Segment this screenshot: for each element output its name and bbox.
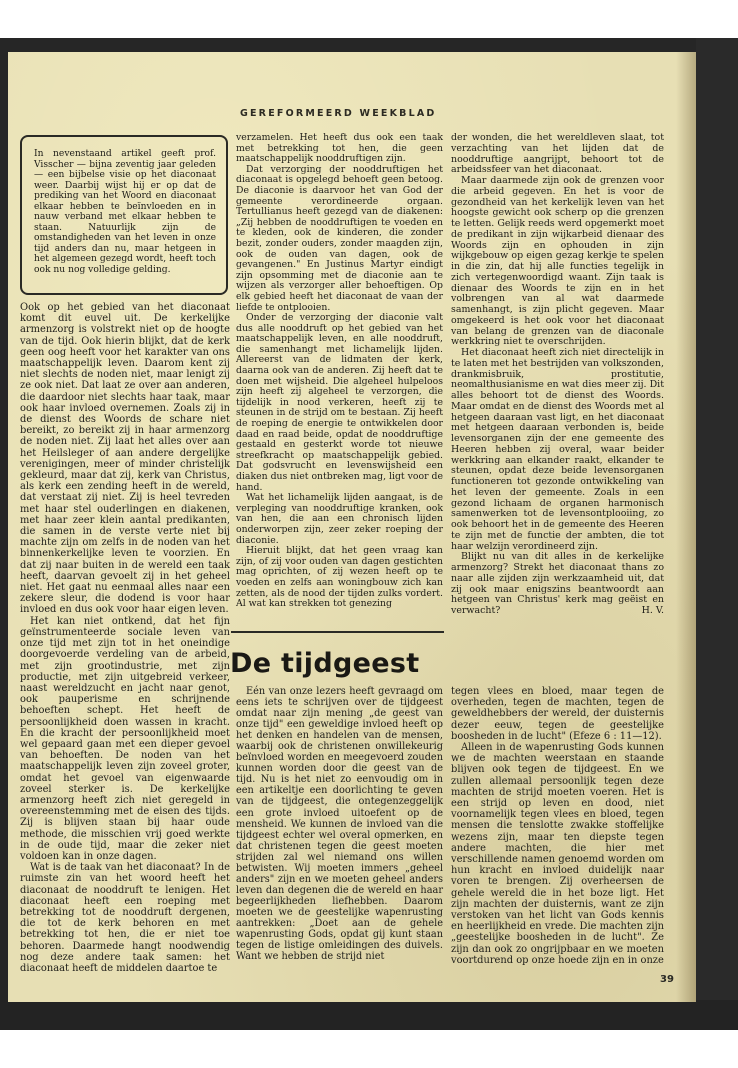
paragraph: Onder de verzorging der diaconie valt dus alle nooddruft op het gebied van het maatschappelijk leven, en alle nooddruft, die samenhangt met lichamelijk lijden. Allereerst van de lidmaten der kerk, daarna ook van de anderen. Zij heeft dat te doen met wijsheid. Die algeheel hulpeloos zijn heeft zij algeheel te verzorgen, die tijdelijk in nood verkeren, heeft zij te steunen in de strijd om te bestaan. Zij heeft de roeping de energie te ontwikkelen door daad en raad beide, opdat de nooddruftige gestaald en gesterkt worde tot nieuwe streefkracht op maatschappelijk gebied. Dat godsvrucht en levenswijsheid een diaken dus niet ontbreken mag, ligt voor de hand. bbox=[236, 312, 443, 493]
tijdgeest-column-right bbox=[451, 686, 664, 966]
paragraph-text: Blijkt nu van dit alles in de kerkelijke armenzorg? Strekt het diaconaat thans zo naar alle zijden zijn werkzaamheid uit, dat zij ook maar enigszins beantwoordt aan hetgeen van Christus' kerk mag geëist en verwacht? bbox=[451, 551, 664, 616]
author-signature: H. V. bbox=[641, 605, 664, 616]
paragraph: Wat is de taak van het diaconaat? In de ruimste zin van het woord heeft het diaconaat de nooddruft te lenigen. Het diaconaat heeft een roeping met betrekking tot de nooddruft dergenen, die tot de kerk behoren en met betrekking tot hen, die er niet toe behoren. Daarmede hangt noodwendig nog deze andere taak samen: het diaconaat heeft de middelen daartoe te bbox=[20, 862, 230, 974]
scan-border-bottom bbox=[0, 1000, 738, 1030]
tijdgeest-column-middle bbox=[236, 686, 443, 962]
intro-box bbox=[20, 135, 228, 295]
paragraph: Het diaconaat heeft zich niet directelijk in te laten met het bestrijden van volkszonden, drankmisbruik, prostitutie, neomalthusianisme en wat dies meer zij. Dit alles behoort tot de dienst des Woords. Maar omdat en de dienst des Woords met al hetgeen daaraan vast ligt, en het diaconaat met hetgeen daaraan verbonden is, beide levensorganen zijn der ene gemeente des Heeren hebben zij overal, waar beider werkkring aan elkander raakt, elkander te steunen, opdat deze beide levensorganen functioneren tot gezonde ontwikkeling van het leven der gemeente. Zoals in een gezond lichaam de organen harmonisch samenwerken tot de levensontplooiing, zo ook behoort het in de gemeente des Heeren te zijn met de functie der ambten, die tot haar welzijn verordineerd zijn. bbox=[451, 347, 664, 552]
paragraph: Ook op het gebied van het diaconaat komt dit euvel uit. De kerkelijke armenzorg is volstrekt niet op de hoogte van de tijd. Ook hierin blijkt, dat de kerk geen oog heeft voor het karakter van ons maatschappelijk leven. Daarom kent zij niet slechts de noden niet, maar lenigt zij ze ook niet. Dat laat ze over aan anderen, die daardoor niet slechts haar taak, maar ook haar invloed overnemen. Zoals zij in de dienst des Woords de schare niet bereikt, zo bereikt zij in haar armenzorg de noden niet. Zij laat het alles over aan het Heilsleger of aan andere dergelijke verenigingen, meer of minder christelijk gekleurd, maar dat zij, kerk van Christus, als kerk een zending heeft in de wereld, dat verstaat zij niet. Zij is heel tevreden met haar stel ouderlingen en diakenen, met haar zeer klein aantal predikanten, die samen in de verste verte niet bij machte zijn om zelfs in de noden van het binnenkerkelijke leven te voorzien. En dat zij naar buiten in de wereld een taak heeft, daarvan gevoelt zij in het geheel niet. Het gaat nu eenmaal alles naar een zekere sleur, die dodend is voor haar invloed en dus ook voor haar eigen leven. bbox=[20, 302, 230, 616]
article-column-left bbox=[20, 302, 230, 974]
article-column-right bbox=[451, 133, 664, 617]
paragraph: Hieruit blijkt, dat het geen vraag kan zijn, of zij voor ouden van dagen gestichten mag oprichten, of zij wezen heeft op te voeden en zelfs aan woningbouw zich kan zetten, als de nood der tijden zulks vordert. Al wat kan strekken tot genezing bbox=[236, 545, 443, 610]
scan-border-left bbox=[0, 38, 8, 1030]
paragraph: Het kan niet ontkend, dat het fijn geïnstrumenteerde sociale leven van onze tijd met zijn tot in het oneindige doorgevoerde verdeling van de arbeid, met zijn grootindustrie, met zijn productie, met zijn uitgebreid verkeer, naast wereldzucht en jacht naar genot, ook pauperisme en schrijnende behoeften schept. Het heeft de persoonlijkheid doen wassen in kracht. En die kracht der persoonlijkheid moet wel gepaard gaan met een dieper gevoel van behoeften. De noden van het maatschappelijk leven zijn zoveel groter, omdat het gevoel van eigenwaarde zoveel sterker is. De kerkelijke armenzorg heeft zich niet geregeld in overeenstemming met de eisen des tijds. Zij is blijven staan bij haar oude methode, die misschien vrij goed werkte in de oude tijd, maar die zeker niet voldoen kan in onze dagen. bbox=[20, 615, 230, 862]
article-column-middle bbox=[236, 133, 443, 610]
intro-box-text: In nevenstaand artikel geeft prof. Visscher — bijna zeventig jaar geleden — een bijbelse visie op het diaconaat weer. Daarbij wijst hij er op dat de prediking van het Woord en diaconaat elkaar hebben te beïnvloeden en in nauw verband met elkaar hebben te staan. Natuurlijk zijn de omstandigheden van het leven in onze tijd anders dan nu, maar hetgeen in het algemeen gezegd wordt, heeft toch ook nu nog volledige gelding. bbox=[34, 149, 216, 276]
paragraph: Eén van onze lezers heeft gevraagd om eens iets te schrijven over de tijdgeest omdat naar zijn mening „de geest van onze tijd" een geweldige invloed heeft op het denken en handelen van de mensen, waarbij ook de christenen onwillekeurig beïnvloed worden en meegevoerd zouden kunnen worden door die geest van de tijd. Nu is het niet zo eenvoudig om in een artikeltje een doorlichting te geven van de tijdgeest, die ontegenzeggelijk een grote invloed uitoefent op de mensheid. We kunnen de invloed van die tijdgeest echter wel overal opmerken, en dat christenen tegen die geest moeten strijden zal wel niemand ons willen betwisten. Wij moeten immers „geheel anders" zijn en we moeten geheel anders leven dan degenen die de wereld en haar begeerlijkheden liefhebben. Daarom moeten we de geestelijke wapenrusting aantrekken: „Doet aan de gehele wapenrusting Gods, opdat gij kunt staan tegen de listige omleidingen des duivels. Want we hebben de strijd niet bbox=[236, 686, 443, 963]
page-number: 39 bbox=[660, 974, 674, 985]
section-title: De tijdgeest bbox=[230, 648, 420, 679]
paragraph: der wonden, die het wereldleven slaat, tot verzachting van het lijden dat de nooddruftige aangrijpt, behoort tot de arbeidssfeer van het diaconaat. bbox=[451, 132, 664, 176]
paragraph: tegen vlees en bloed, maar tegen de overheden, tegen de machten, tegen de geweldhebbers der wereld, der duisternis dezer eeuw, tegen de geestelijke boosheden in de lucht" (Efeze 6 : 11—12). bbox=[451, 686, 664, 742]
paragraph: Maar daarmede zijn ook de grenzen voor die arbeid gegeven. En het is voor de gezondheid van het kerkelijk leven van het hoogste gewicht ook scherp op die grenzen te letten. Gelijk reeds werd opgemerkt moet de predikant in zijn wijkarbeid dienaar des Woords zijn en ophouden in zijn wijkgebouw op eigen gezag kerkje te spelen in die zin, dat hij alle functies tegelijk in zich vertegenwoordigd waant. Zijn taak is dienaar des Woords te zijn en in het volbrengen van al wat daarmede samenhangt, is zijn plicht gegeven. Maar omgekeerd is het ook voor het diaconaat van belang de grenzen van de diaconale werkkring niet te overschrijden. bbox=[451, 175, 664, 348]
page-spine-shadow bbox=[676, 52, 696, 1002]
paragraph: Wat het lichamelijk lijden aangaat, is de verpleging van nooddruftige kranken, ook van hen, die aan een chronisch lijden onderworpen zijn, zeer zeker roeping der diaconie. bbox=[236, 492, 443, 546]
scan-border-right bbox=[696, 38, 738, 1030]
bottom-margin bbox=[0, 1030, 738, 1068]
paragraph: Alleen in de wapenrusting Gods kunnen we de machten weerstaan en staande blijven ook tegen de tijdgeest. En we zullen allemaal persoonlijk tegen deze machten de strijd moeten voeren. Het is een strijd op leven en dood, niet voornamelijk tegen vlees en bloed, tegen mensen die tenslotte zwakke stoffelijke wezens zijn, maar ten diepste tegen andere machten, die hier met verschillende namen genoemd worden om hun kracht en invloed duidelijk naar voren te brengen. Zij overheersen de gehele wereld die in het boze ligt. Het zijn machten der duisternis, want ze zijn verstoken van het licht van Gods kennis en heerlijkheid en vrede. Die machten zijn „geestelijke boosheden in de lucht". Ze zijn dan ook zo ongrijpbaar en we moeten voortdurend op onze hoede zijn en in onze bbox=[451, 742, 664, 966]
paragraph: Dat verzorging der nooddruftigen het diaconaat is opgelegd behoeft geen betoog. De diaconie is daarvoor het van God der gemeente verordineerde orgaan. Tertullianus heeft gezegd van de diakenen: „Zij hebben de nooddruftigen te voeden en te kleden, ook de kinderen, die zonder bezit, zonder ouders, zonder maagden zijn, ook de ouden van dagen, ook de gevangenen." En Justinus Martyr eindigt zijn opsomming met de diaconie aan te wijzen als verzorger aller behoeftigen. Op elk gebied heeft het diaconaat de vaan der liefde te ontplooien. bbox=[236, 163, 443, 313]
paragraph bbox=[451, 552, 664, 617]
top-margin bbox=[0, 0, 738, 38]
running-header: GEREFORMEERD WEEKBLAD bbox=[240, 108, 437, 119]
section-rule bbox=[231, 631, 444, 633]
paragraph: verzamelen. Het heeft dus ook een taak met betrekking tot hen, die geen maatschappelijk nooddruftigen zijn. bbox=[236, 132, 443, 165]
